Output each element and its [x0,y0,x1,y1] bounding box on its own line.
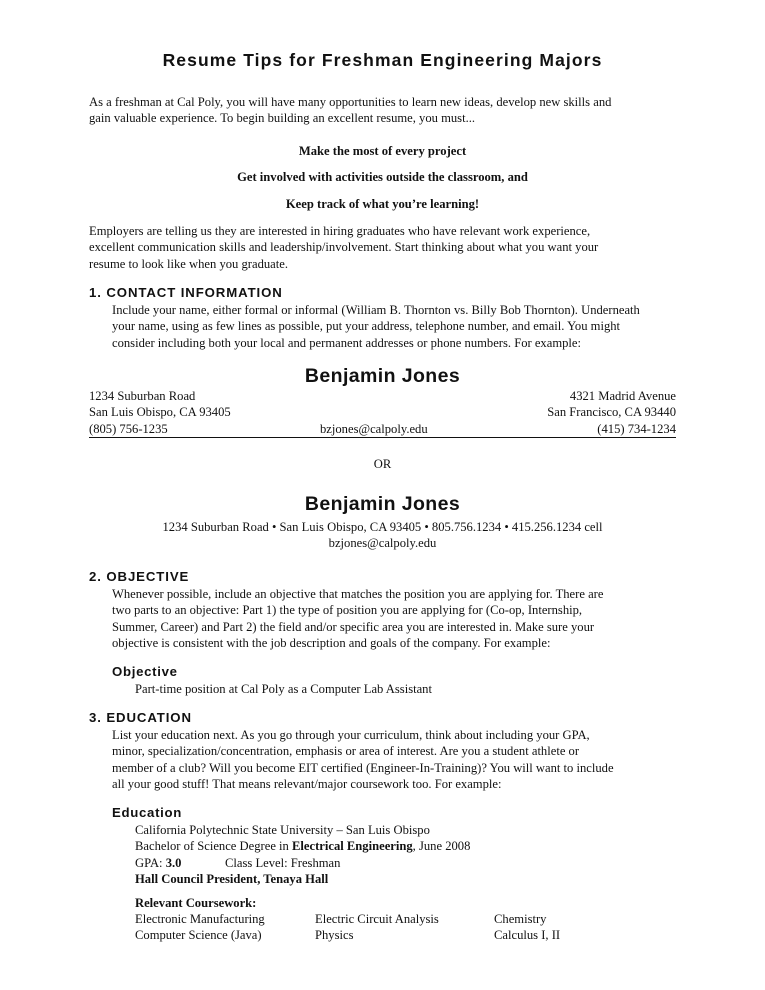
example-name-2: Benjamin Jones [304,493,461,515]
education-paragraph [112,727,675,793]
course-item: Chemistry [494,912,547,926]
permanent-phone: (415) 734-1234 [597,421,676,436]
example-contact-email: bzjones@calpoly.edu [328,536,437,550]
education-line: List your education next. As you go through your curriculum, think about including your GPA, [112,728,590,742]
employers-paragraph [89,223,679,272]
contact-paragraph [112,302,692,351]
example-email: bzjones@calpoly.edu [320,421,428,436]
education-example-block [135,822,470,888]
education-line: all your good stuff! That means relevant/major coursework too. For example: [112,777,502,792]
education-line: member of a club? Will you become EIT certified (Engineer-In-Training)? You will want to include [112,760,614,775]
honor-line: Hall Council President, Tenaya Hall [135,872,329,887]
coursework-row [135,911,695,927]
class-level: Class Level: Freshman [225,855,341,870]
employers-line: excellent communication skills and leadership/involvement. Start thinking about what you want your [89,240,599,255]
degree-date: , June 2008 [412,839,471,854]
tip-2: Get involved with activities outside the classroom, and [237,170,528,184]
intro-line: As a freshman at Cal Poly, you will have many opportunities to learn new ideas, develop new skills and [89,95,612,109]
local-phone: (805) 756-1235 [89,421,168,436]
course-item: Electronic Manufacturing [135,912,265,926]
intro-paragraph [89,94,679,127]
permanent-address-city: San Francisco, CA 93440 [547,405,676,420]
objective-section-heading: 2. OBJECTIVE [89,569,190,584]
objective-example-text: Part-time position at Cal Poly as a Computer Lab Assistant [135,682,432,696]
degree-prefix: Bachelor of Science Degree in [135,839,292,854]
objective-line: two parts to an objective: Part 1) the type of position you are applying for (Co-op, Internship, [112,603,583,618]
example-contact-block [89,388,676,437]
gpa-label: GPA: [135,855,166,870]
education-example-heading: Education [112,805,183,820]
coursework-heading: Relevant Coursework: [135,896,257,910]
tip-1: Make the most of every project [298,144,467,158]
gpa-line [135,855,470,871]
local-address-street: 1234 Suburban Road [89,389,196,403]
employers-line: Employers are telling us they are interested in hiring graduates who have relevant work experience, [89,224,591,238]
example-contact-line: 1234 Suburban Road • San Luis Obispo, CA 93405 • 805.756.1234 • 415.256.1234 cell [162,520,603,534]
page-title: Resume Tips for Freshman Engineering Majors [162,50,603,70]
permanent-address-street: 4321 Madrid Avenue [569,389,676,403]
degree-line [135,838,470,854]
objective-line: objective is consistent with the job description and goals of the company. For example: [112,636,551,651]
objective-line: Whenever possible, include an objective that matches the position you are applying for. There are [112,587,604,601]
employers-line: resume to look like when you graduate. [89,256,288,271]
course-item: Electric Circuit Analysis [315,912,439,926]
local-address-city: San Luis Obispo, CA 93405 [89,405,231,420]
university-name: California Polytechnic State University – San Luis Obispo [135,823,430,837]
course-item: Physics [315,928,354,942]
tip-3: Keep track of what you’re learning! [285,197,480,211]
objective-example-heading: Objective [112,664,178,679]
course-item: Calculus I, II [494,928,561,942]
objective-paragraph [112,586,692,652]
gpa-value: 3.0 [165,855,182,870]
contact-line: consider including both your local and permanent addresses or phone numbers. For example: [112,335,581,350]
course-item: Computer Science (Java) [135,928,262,942]
coursework-row [135,927,695,943]
contact-divider [89,437,676,438]
or-separator: OR [373,457,392,471]
contact-line: your name, using as few lines as possible, put your address, telephone number, and email. You might [112,319,621,334]
education-line: minor, specialization/concentration, emphasis or area of interest. Are you a student athlete or [112,744,580,759]
objective-line: Summer, Career) and Part 2) the field and/or specific area you are interested in. Make sure your [112,619,595,634]
contact-section-heading: 1. CONTACT INFORMATION [89,285,283,300]
intro-line: gain valuable experience. To begin building an excellent resume, you must... [89,111,476,126]
contact-line: Include your name, either formal or informal (William B. Thornton vs. Billy Bob Thornton). Underneath [112,303,640,317]
education-section-heading: 3. EDUCATION [89,710,192,725]
example-name-1: Benjamin Jones [304,365,461,387]
degree-major: Electrical Engineering [292,839,413,854]
